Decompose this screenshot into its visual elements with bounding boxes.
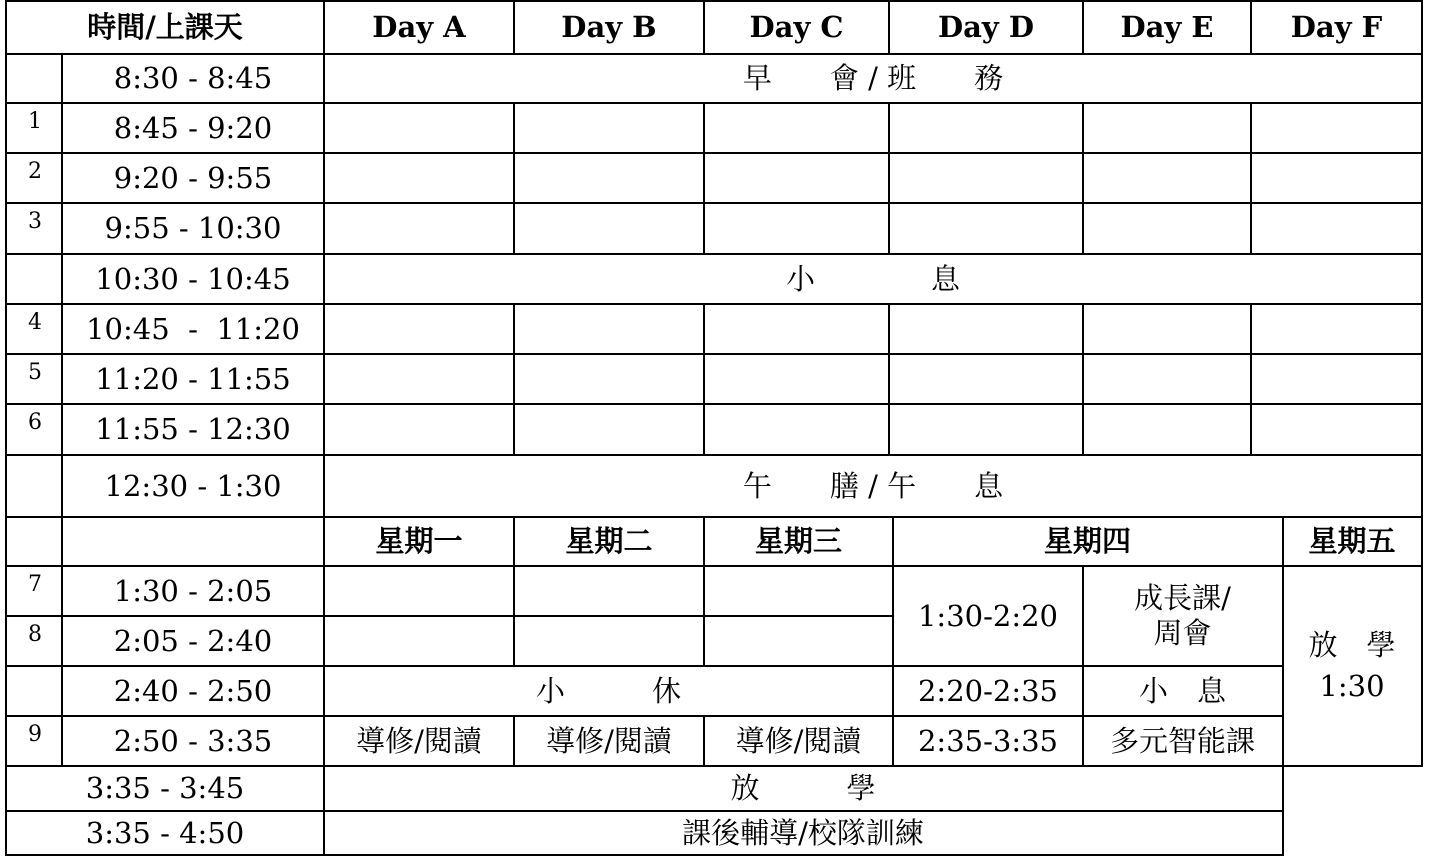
footer-time: 3:35 - 4:50 [85,815,245,850]
grid-line [1082,0,1084,54]
period-number: 4 [28,310,42,335]
grid-line [5,253,1423,255]
time-cell: 9:55 - 10:30 [104,211,282,246]
thursday-growth-assembly: 成長課/ 周會 [1134,581,1231,650]
time-cell: 10:45 - 11:20 [86,311,300,346]
day-f-header: Day F [1290,9,1383,44]
friday-dismissal: 放 學 1:30 [1308,628,1396,703]
span-cell-short-break: 小 休 [535,673,681,708]
grid-line [5,454,1423,456]
grid-line [5,53,1423,55]
period-number: 8 [28,622,42,647]
footer-dismissal: 放 學 [730,771,876,806]
grid-line [703,102,705,254]
day-c-header: Day C [749,9,844,44]
day-b-header: Day B [561,9,657,44]
grid-line [5,202,1423,204]
grid-line [513,303,515,455]
grid-line [61,53,63,767]
weekday-tuesday: 星期二 [565,524,653,559]
thursday-time-block3: 2:35-3:35 [917,723,1059,758]
grid-line [703,715,705,767]
tutorial-reading-cell: 導修/閱讀 [356,723,482,758]
grid-line [513,102,515,254]
grid-line [888,102,890,254]
time-cell: 11:55 - 12:30 [95,412,291,447]
grid-line [5,810,1283,812]
grid-line [5,353,1423,355]
grid-line [1282,765,1284,856]
grid-line [1082,303,1084,455]
grid-line [1282,516,1284,767]
footer-after-school: 課後輔導/校隊訓練 [682,815,924,850]
time-cell: 9:20 - 9:55 [113,160,273,195]
grid-line [703,0,705,54]
tutorial-reading-cell: 導修/閱讀 [546,723,672,758]
time-cell: 2:40 - 2:50 [113,673,273,708]
grid-line [5,765,1423,767]
grid-line [5,516,1423,518]
period-number: 1 [28,109,42,134]
grid-line [5,303,1423,305]
time-cell: 2:50 - 3:35 [113,723,273,758]
grid-line [1250,102,1252,254]
grid-line [513,516,515,667]
thursday-time-block1: 1:30-2:20 [917,598,1059,633]
grid-line [1421,0,1423,767]
grid-line [892,665,1283,667]
weekday-wednesday: 星期三 [754,524,842,559]
grid-line [513,0,515,54]
thursday-multiple-intelligence: 多元智能課 [1109,723,1255,758]
grid-line [888,0,890,54]
time-cell: 8:30 - 8:45 [113,61,273,96]
period-number: 5 [28,360,42,385]
day-e-header: Day E [1120,9,1214,44]
grid-line [703,303,705,455]
thursday-recess: 小 息 [1138,673,1226,708]
grid-line [5,0,7,856]
weekday-friday: 星期五 [1308,524,1396,559]
span-cell-assembly: 早 會 / 班 務 [742,61,1004,96]
time-cell: 11:20 - 11:55 [95,361,291,396]
grid-line [5,102,1423,104]
grid-line [5,615,893,617]
grid-line [5,152,1423,154]
grid-line [1082,102,1084,254]
day-a-header: Day A [372,9,466,44]
tutorial-reading-cell: 導修/閱讀 [735,723,862,758]
grid-line [5,565,1423,567]
grid-line [5,715,1283,717]
period-number: 3 [28,209,42,234]
period-number: 2 [28,159,42,184]
weekday-monday: 星期一 [375,524,463,559]
grid-line [892,516,894,767]
period-number: 6 [28,410,42,435]
grid-line [323,0,325,856]
thursday-time-block2: 2:20-2:35 [917,673,1059,708]
grid-line [5,0,1423,2]
grid-line [5,854,1283,856]
time-cell: 2:05 - 2:40 [113,623,273,658]
grid-line [1250,303,1252,455]
grid-line [513,715,515,767]
time-cell: 12:30 - 1:30 [104,468,282,503]
grid-line [888,303,890,455]
period-number: 7 [28,572,42,597]
grid-line [5,403,1423,405]
span-cell-lunch: 午 膳 / 午 息 [742,468,1004,503]
footer-time: 3:35 - 3:45 [85,771,245,806]
time-cell: 10:30 - 10:45 [95,261,291,296]
time-cell: 8:45 - 9:20 [113,110,273,145]
time-cell: 1:30 - 2:05 [113,573,273,608]
grid-line [1250,0,1252,54]
weekday-thursday: 星期四 [1043,524,1131,559]
day-d-header: Day D [937,9,1035,44]
grid-line [703,516,705,667]
period-number: 9 [28,722,42,747]
span-cell-recess: 小 息 [785,261,960,296]
time-day-header: 時間/上課天 [87,9,243,44]
